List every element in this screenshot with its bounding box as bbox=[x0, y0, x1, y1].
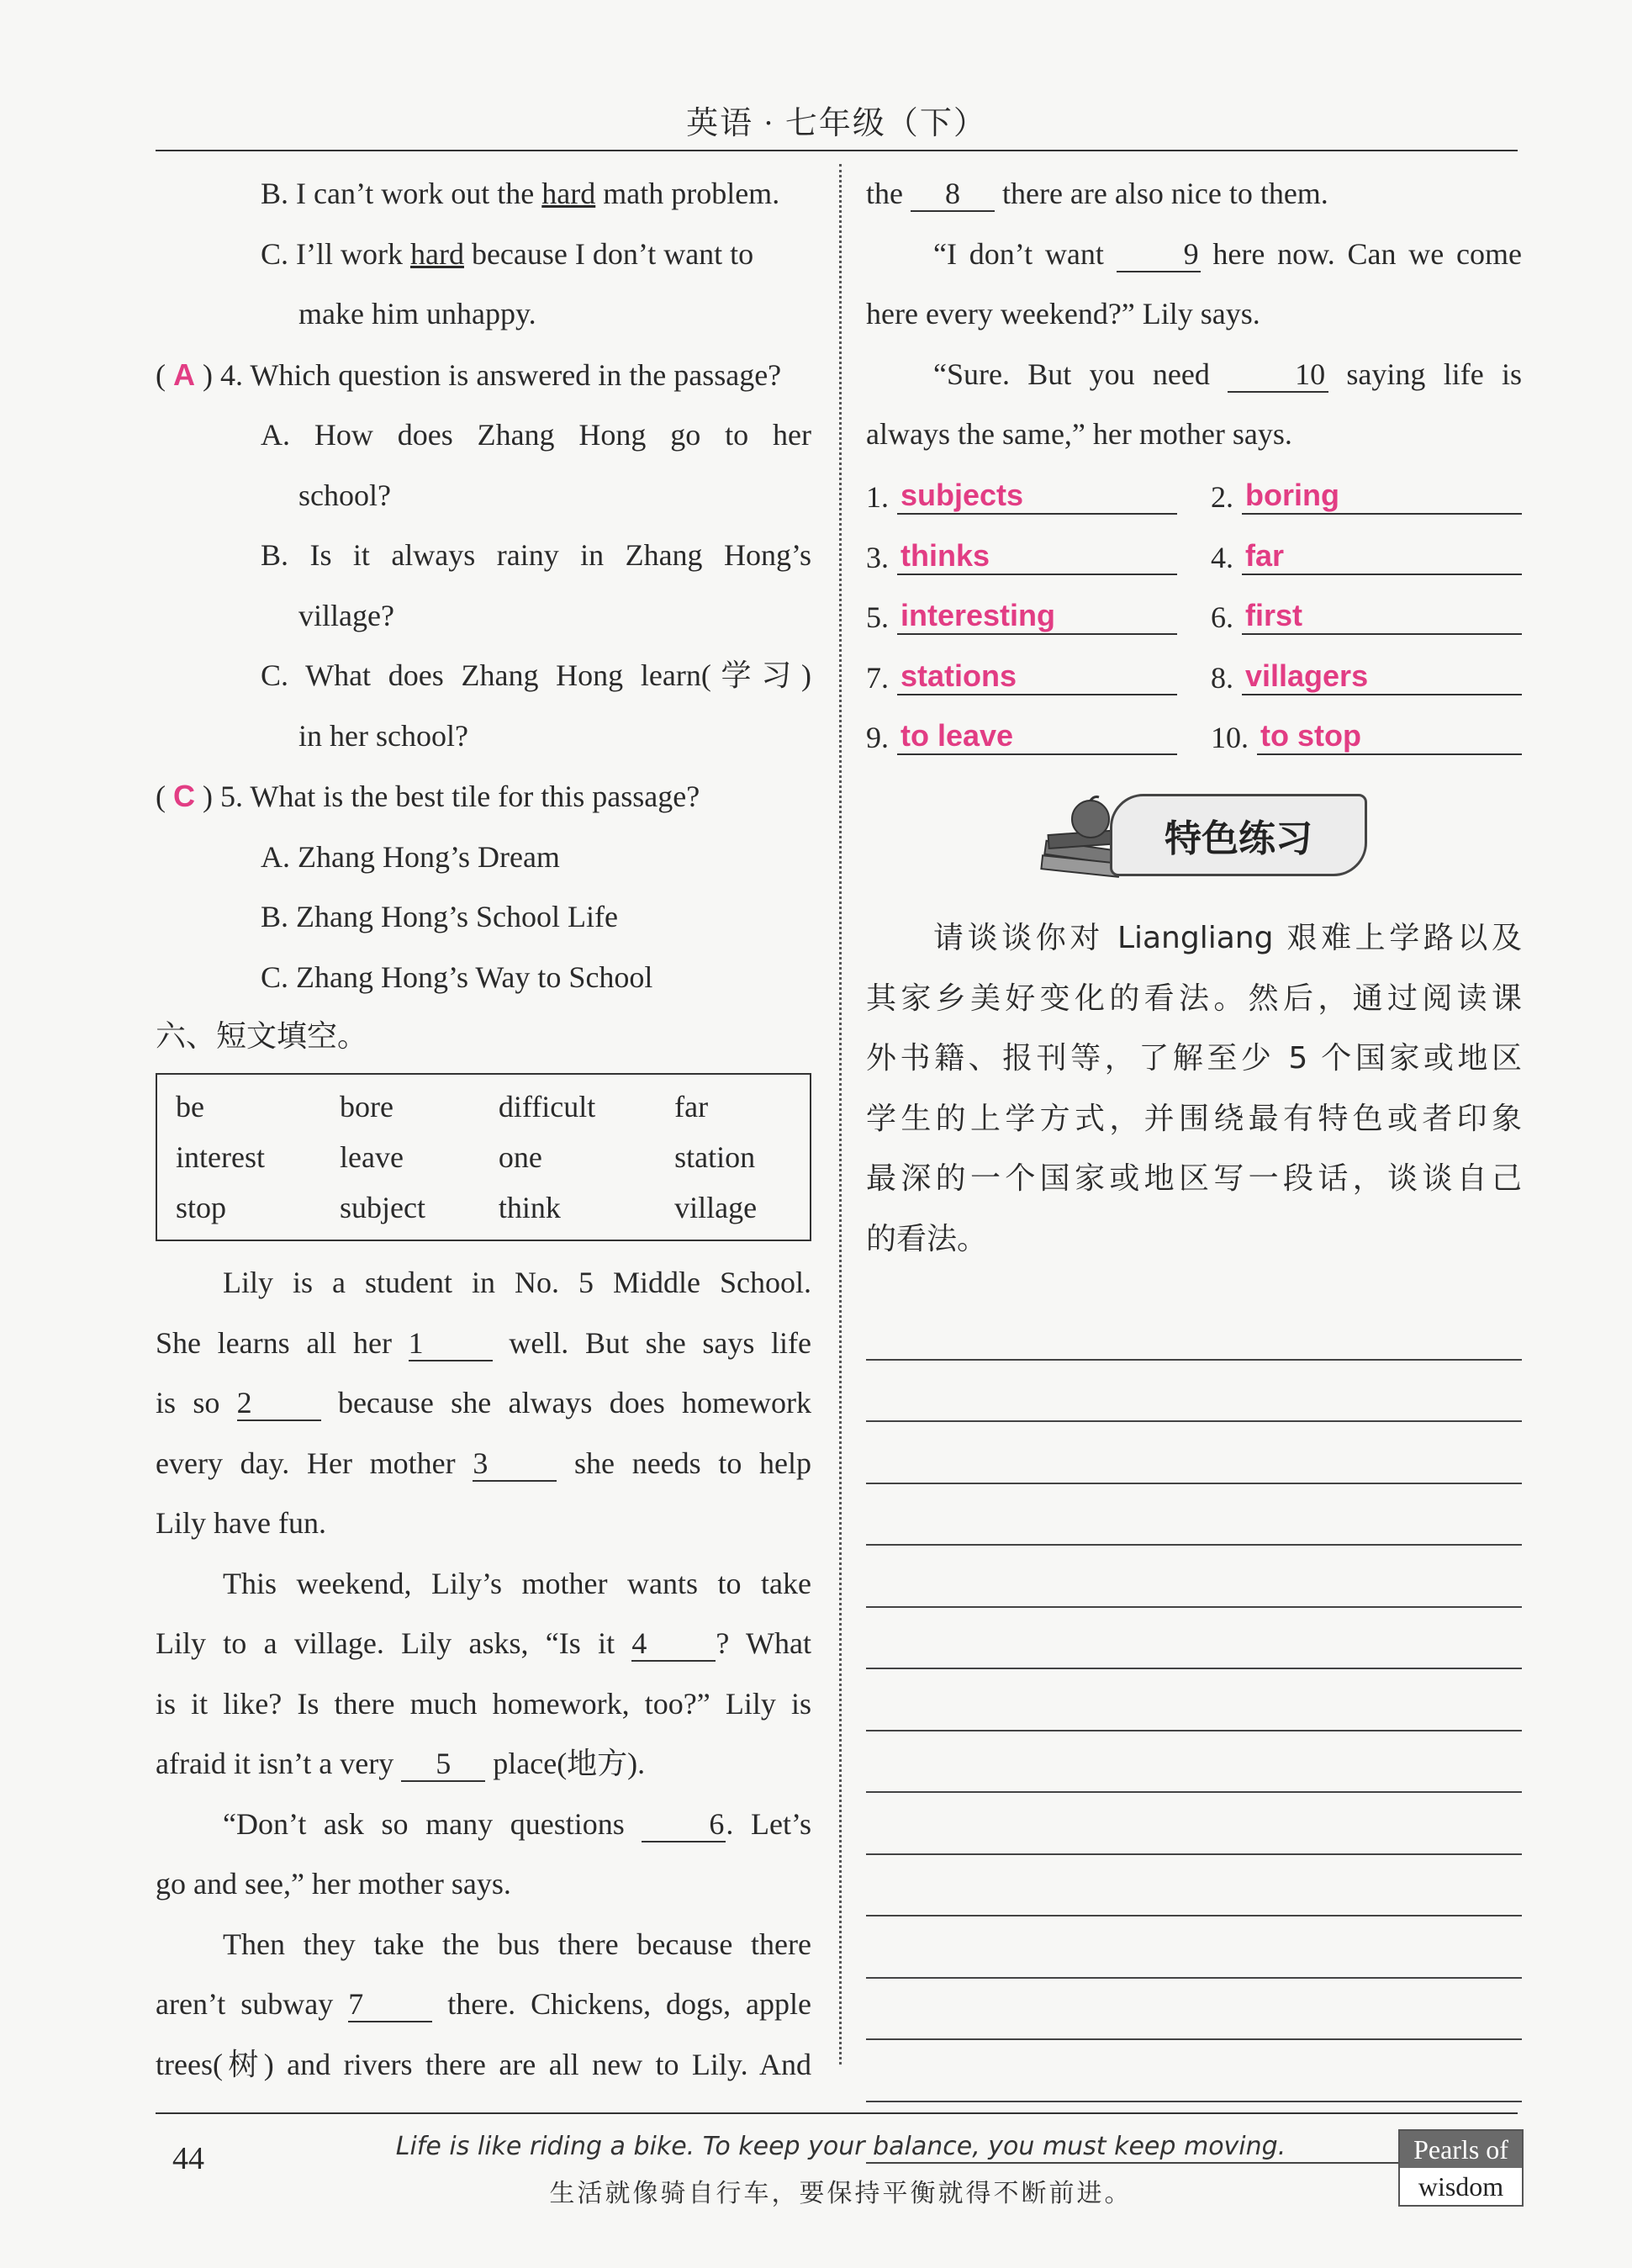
quote-english: Life is like riding a bike. To keep your balance, you must keep moving. bbox=[395, 2132, 1286, 2161]
answer-item: 7. stations bbox=[866, 658, 1177, 695]
section-6-title: 六、短文填空。 bbox=[156, 1019, 368, 1054]
left-column bbox=[156, 164, 811, 2095]
answer-5: C bbox=[173, 779, 195, 813]
writing-line[interactable] bbox=[866, 1608, 1522, 1670]
blank-4: 4 bbox=[631, 1626, 716, 1662]
page-number: 44 bbox=[172, 2141, 204, 2176]
question-4: ( A ) 4. Which question is answered in the passage? bbox=[156, 357, 782, 392]
writing-line[interactable] bbox=[866, 1979, 1522, 2041]
right-column bbox=[866, 164, 1522, 2164]
passage-line: afraid it isn’t a very 5 place(地方). bbox=[156, 1747, 646, 1780]
blank-3: 3 bbox=[473, 1446, 557, 1482]
writing-line[interactable] bbox=[866, 1484, 1522, 1546]
writing-area[interactable] bbox=[866, 1298, 1522, 2164]
pearls-of-wisdom-badge bbox=[1398, 2129, 1524, 2207]
instruction-line: 外书籍、报刊等，了解至少 5 个国家或地区 bbox=[866, 1041, 1522, 1076]
q4-option-c: C. What does Zhang Hong learn(学习) bbox=[261, 658, 811, 692]
blank-5: 5 bbox=[401, 1747, 485, 1782]
instruction-line: 请谈谈你对 Liangliang 艰难上学路以及 bbox=[933, 921, 1522, 955]
passage-line: always the same,” her mother says. bbox=[866, 417, 1292, 451]
badge-title: 特色练习 bbox=[1110, 794, 1367, 876]
q4-option-b: B. Is it always rainy in Zhang Hong’s bbox=[261, 538, 811, 572]
word: subject bbox=[340, 1191, 425, 1224]
q4-option-a: A. How does Zhang Hong go to her bbox=[261, 418, 811, 452]
footer-rule bbox=[156, 2112, 1518, 2114]
passage-line: every day. Her mother 3 she needs to help bbox=[156, 1446, 812, 1480]
blank-8: 8 bbox=[911, 177, 995, 212]
word: difficult bbox=[498, 1090, 596, 1123]
passage-line: the 8 there are also nice to them. bbox=[866, 177, 1328, 210]
q5-option-a: A. Zhang Hong’s Dream bbox=[261, 839, 560, 874]
answer-item: 3. thinks bbox=[866, 538, 1177, 575]
writing-line[interactable] bbox=[866, 1793, 1522, 1855]
passage-line: “I don’t want 9 here now. Can we come bbox=[933, 236, 1523, 271]
blank-2: 2 bbox=[237, 1386, 321, 1421]
instruction-line: 的看法。 bbox=[866, 1221, 988, 1256]
blank-9: 9 bbox=[1117, 237, 1201, 272]
passage-line: here every weekend?” Lily says. bbox=[866, 297, 1260, 330]
writing-line[interactable] bbox=[866, 1669, 1522, 1731]
q4-option-b-cont: village? bbox=[298, 598, 394, 632]
quote-chinese: 生活就像骑自行车，要保持平衡就得不断前进。 bbox=[549, 2179, 1133, 2208]
passage-line: This weekend, Lily’s mother wants to take bbox=[223, 1566, 811, 1600]
passage-line: go and see,” her mother says. bbox=[156, 1867, 511, 1901]
word-row bbox=[157, 1081, 810, 1132]
answer-4: A bbox=[173, 357, 195, 392]
q4-option-a-cont: school? bbox=[298, 478, 391, 512]
chinese-instructions bbox=[866, 908, 1522, 1269]
word: stop bbox=[176, 1191, 227, 1224]
answer-grid bbox=[866, 467, 1522, 768]
word: far bbox=[674, 1090, 709, 1123]
writing-line[interactable] bbox=[866, 1731, 1522, 1794]
answer-item: 5. interesting bbox=[866, 598, 1177, 635]
instruction-line: 其家乡美好变化的看法。然后，通过阅读课 bbox=[866, 981, 1522, 1016]
passage-line: “Sure. But you need 10 saying life is bbox=[933, 357, 1522, 391]
blank-7: 7 bbox=[348, 1987, 432, 2022]
column-divider bbox=[839, 164, 842, 2064]
answer-item: 4. far bbox=[1211, 538, 1522, 575]
word: think bbox=[498, 1191, 561, 1224]
passage-line: She learns all her 1 well. But she says life bbox=[156, 1325, 812, 1360]
passage-line: Then they take the bus there because there bbox=[223, 1927, 811, 1961]
answer-item: 9. to leave bbox=[866, 718, 1177, 755]
passage-line: is it like? Is there much homework, too?” Lily is bbox=[156, 1686, 811, 1721]
writing-line[interactable] bbox=[866, 1298, 1522, 1361]
instruction-line: 最深的一个国家或地区写一段话，谈谈自己 bbox=[866, 1161, 1522, 1196]
blank-1: 1 bbox=[409, 1326, 493, 1361]
writing-line[interactable] bbox=[866, 1855, 1522, 1917]
answer-item: 10. to stop bbox=[1211, 718, 1522, 755]
special-practice-badge bbox=[866, 777, 1522, 903]
word: leave bbox=[340, 1140, 404, 1174]
word: one bbox=[498, 1140, 542, 1174]
q4-option-c-cont: in her school? bbox=[298, 718, 468, 753]
q3-option-b: B. I can’t work out the hard math problem. bbox=[261, 177, 780, 210]
writing-line[interactable] bbox=[866, 2040, 1522, 2102]
q5-option-b: B. Zhang Hong’s School Life bbox=[261, 900, 618, 933]
writing-line[interactable] bbox=[866, 1422, 1522, 1484]
passage-line: aren’t subway 7 there. Chickens, dogs, apple bbox=[156, 1987, 811, 2021]
passage-line: Lily is a student in No. 5 Middle School. bbox=[223, 1266, 811, 1299]
word-box bbox=[156, 1073, 811, 1241]
passage-line: is so 2 because she always does homework bbox=[156, 1386, 812, 1419]
passage-line: “Don’t ask so many questions 6. Let’s bbox=[223, 1806, 812, 1841]
q5-option-c: C. Zhang Hong’s Way to School bbox=[261, 960, 653, 994]
passage-line: trees(树) and rivers there are all new to Lily. And bbox=[156, 2047, 811, 2081]
writing-line[interactable] bbox=[866, 1361, 1522, 1423]
q3-option-c-cont: make him unhappy. bbox=[298, 297, 536, 330]
answer-item: 6. first bbox=[1211, 598, 1522, 635]
question-5: ( C ) 5. What is the best tile for this passage? bbox=[156, 779, 700, 813]
writing-line[interactable] bbox=[866, 1916, 1522, 1979]
word: bore bbox=[340, 1090, 393, 1123]
q3-option-c: C. I’ll work hard because I don’t want to bbox=[261, 236, 754, 271]
instruction-line: 学生的上学方式，并围绕最有特色或者印象 bbox=[866, 1101, 1522, 1136]
word: be bbox=[176, 1090, 204, 1123]
pearls-bottom-label: wisdom bbox=[1400, 2168, 1522, 2205]
page-header: 英语 · 七年级（下） bbox=[686, 106, 987, 141]
header-rule bbox=[156, 150, 1518, 151]
word: station bbox=[674, 1140, 756, 1174]
word-row bbox=[157, 1182, 810, 1233]
answer-item: 2. boring bbox=[1211, 478, 1522, 515]
passage-line: Lily have fun. bbox=[156, 1506, 326, 1540]
answer-item: 1. subjects bbox=[866, 478, 1177, 515]
writing-line[interactable] bbox=[866, 1546, 1522, 1608]
word: interest bbox=[176, 1140, 265, 1174]
blank-10: 10 bbox=[1228, 357, 1328, 393]
pearls-top-label: Pearls of bbox=[1400, 2131, 1522, 2168]
word-row bbox=[157, 1132, 810, 1182]
word: village bbox=[674, 1191, 758, 1224]
passage-line: Lily to a village. Lily asks, “Is it 4 ? What bbox=[156, 1626, 811, 1660]
blank-6: 6 bbox=[642, 1807, 726, 1842]
answer-item: 8. villagers bbox=[1211, 658, 1522, 695]
